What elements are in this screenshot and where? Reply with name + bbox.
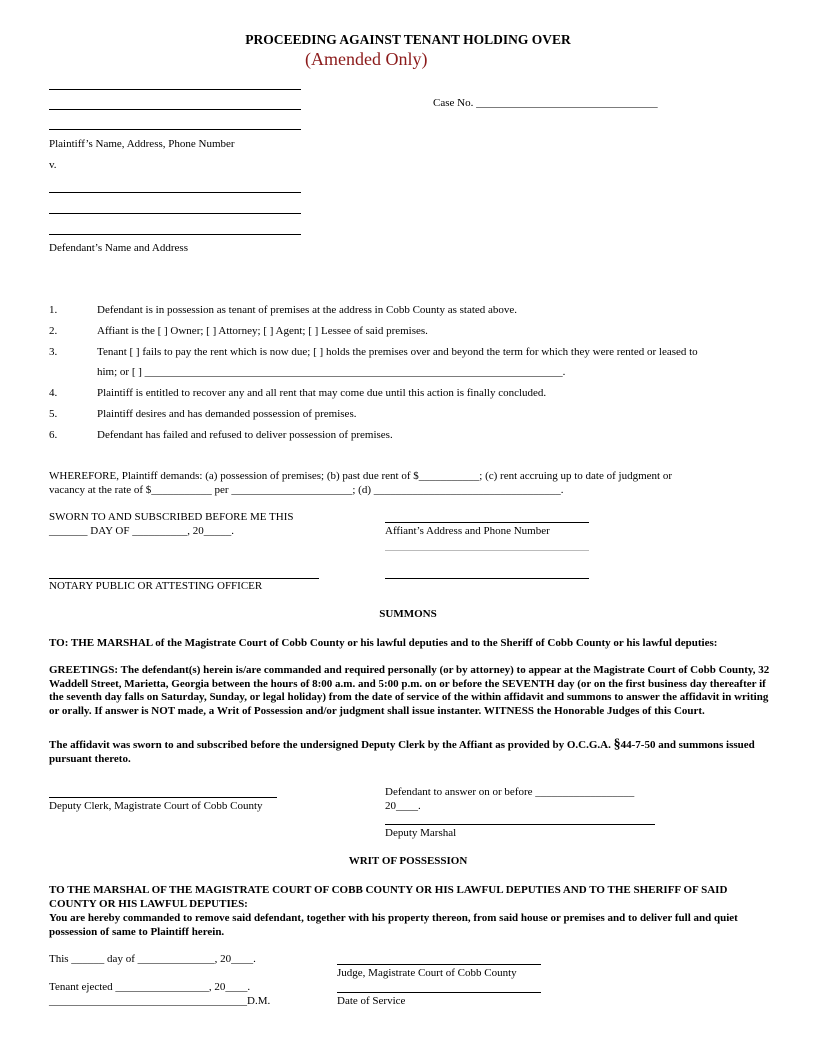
allegation-number: 5. bbox=[49, 408, 58, 420]
summons-affidavit bbox=[49, 738, 769, 766]
plaintiff-label: Plaintiff’s Name, Address, Phone Number bbox=[49, 138, 235, 150]
deputy-marshal-label: Deputy Marshal bbox=[385, 827, 457, 839]
section-symbol: § bbox=[613, 737, 621, 752]
allegation-text[interactable]: Tenant [ ] fails to pay the rent which is now due; [ ] holds the premises over and beyond the term for which they were rented or leased to bbox=[97, 346, 698, 358]
judge-label: Judge, Magistrate Court of Cobb County bbox=[337, 967, 517, 979]
wherefore-line-1[interactable]: WHEREFORE, Plaintiff demands: (a) possession of premises; (b) past due rent of $___________; (c) rent accruing up to date of judgment or bbox=[49, 470, 672, 482]
deputy-clerk-label: Deputy Clerk, Magistrate Court of Cobb County bbox=[49, 800, 263, 812]
service-date-line[interactable] bbox=[337, 992, 541, 993]
amended-subtitle: (Amended Only) bbox=[305, 49, 428, 69]
affiant-address-label: Affiant’s Address and Phone Number bbox=[385, 525, 550, 537]
defendant-line-1[interactable] bbox=[49, 192, 301, 193]
writ-heading: WRIT OF POSSESSION bbox=[348, 855, 468, 867]
defendant-line-2[interactable] bbox=[49, 213, 301, 214]
writ-to: TO THE MARSHAL OF THE MAGISTRATE COURT OF COBB COUNTY OR HIS LAWFUL DEPUTIES AND TO THE SHERIFF OF SAID COUNTY OR HIS LAWFUL DEPUTIES: bbox=[49, 884, 728, 910]
sworn-date-field[interactable]: _______ DAY OF __________, 20_____. bbox=[49, 525, 234, 537]
dm-signature-field[interactable]: ____________________________________D.M. bbox=[49, 995, 271, 1007]
allegation-text: Defendant has failed and refused to deliver possession of premises. bbox=[97, 429, 393, 441]
sworn-statement: SWORN TO AND SUBSCRIBED BEFORE ME THIS bbox=[49, 511, 294, 523]
summons-greetings: GREETINGS: The defendant(s) herein is/are commanded and required personally (or by attorney) to appear at the Magistrate Court of Cobb County, 32 Waddell Street, Marietta, Georgia between the hours of 8:00 a.m. and 5:00 p.m. on or before the SEVENTH day (or on the first business day thereafter if the seventh day falls on Saturday, Sunday, or legal holiday) from the date of service of the within affidavit and summons to answer the affidavit in writing or orally. If answer is NOT made, a Writ of Possession and/or judgment shall issue instanter. WITNESS the Honorable Judges of this Court. bbox=[49, 664, 770, 717]
allegation-number: 4. bbox=[49, 387, 58, 399]
plaintiff-line-3[interactable] bbox=[49, 129, 301, 130]
defendant-line-3[interactable] bbox=[49, 234, 301, 235]
case-number-field[interactable]: Case No. _________________________________ bbox=[433, 97, 658, 109]
plaintiff-line-2[interactable] bbox=[49, 109, 301, 110]
allegation-number: 1. bbox=[49, 304, 58, 316]
affidavit-text-a: The affidavit was sworn to and subscribed before the undersigned Deputy Clerk by the Affiant as provided by O.C.G.A. bbox=[49, 739, 614, 751]
writ-command: You are hereby commanded to remove said defendant, together with his property thereon, from said house or premises and to deliver full and quiet possession of same to Plaintiff herein. bbox=[49, 912, 738, 938]
answer-date-field[interactable]: Defendant to answer on or before __________________ bbox=[385, 786, 635, 798]
plaintiff-line-1[interactable] bbox=[49, 89, 301, 90]
notary-signature-line[interactable] bbox=[49, 578, 319, 579]
affiant-phone-line[interactable] bbox=[385, 578, 589, 579]
wherefore-line-2[interactable]: vacancy at the rate of $___________ per ______________________; (d) __________________________________. bbox=[49, 484, 564, 496]
allegation-text[interactable]: Affiant is the [ ] Owner; [ ] Attorney; [ ] Agent; [ ] Lessee of said premises. bbox=[97, 325, 428, 337]
allegation-number: 3. bbox=[49, 346, 58, 358]
versus-label: v. bbox=[49, 159, 57, 171]
allegation-text: Plaintiff desires and has demanded possession of premises. bbox=[97, 408, 357, 420]
judge-signature-line[interactable] bbox=[337, 964, 541, 965]
allegation-text: Plaintiff is entitled to recover any and all rent that may come due until this action is finally concluded. bbox=[97, 387, 547, 399]
affiant-signature-line[interactable] bbox=[385, 522, 589, 523]
deputy-clerk-signature-line[interactable] bbox=[49, 797, 277, 798]
allegation-number: 2. bbox=[49, 325, 58, 337]
allegation-text: Defendant is in possession as tenant of premises at the address in Cobb County as stated above. bbox=[97, 304, 518, 316]
answer-year-field[interactable]: 20____. bbox=[385, 800, 421, 812]
form-title: PROCEEDING AGAINST TENANT HOLDING OVER bbox=[245, 32, 571, 47]
allegation-continuation[interactable]: him; or [ ] ____________________________________________________________________________. bbox=[97, 366, 566, 378]
tenant-ejected-field[interactable]: Tenant ejected _________________, 20____. bbox=[49, 981, 251, 993]
date-of-service-label: Date of Service bbox=[337, 995, 406, 1007]
writ-date-field[interactable]: This ______ day of ______________, 20____. bbox=[49, 953, 256, 965]
notary-label: NOTARY PUBLIC OR ATTESTING OFFICER bbox=[49, 580, 263, 592]
defendant-label: Defendant’s Name and Address bbox=[49, 242, 188, 254]
affiant-address-line[interactable] bbox=[385, 550, 589, 551]
summons-heading: SUMMONS bbox=[379, 608, 437, 620]
affidavit-text-b: 44-7-50 and summons issued pursuant thereto. bbox=[49, 739, 755, 765]
summons-to: TO: THE MARSHAL of the Magistrate Court of Cobb County or his lawful deputies and to the Sheriff of Cobb County or his lawful deputies: bbox=[49, 637, 718, 649]
allegation-number: 6. bbox=[49, 429, 58, 441]
deputy-marshal-signature-line[interactable] bbox=[385, 824, 655, 825]
